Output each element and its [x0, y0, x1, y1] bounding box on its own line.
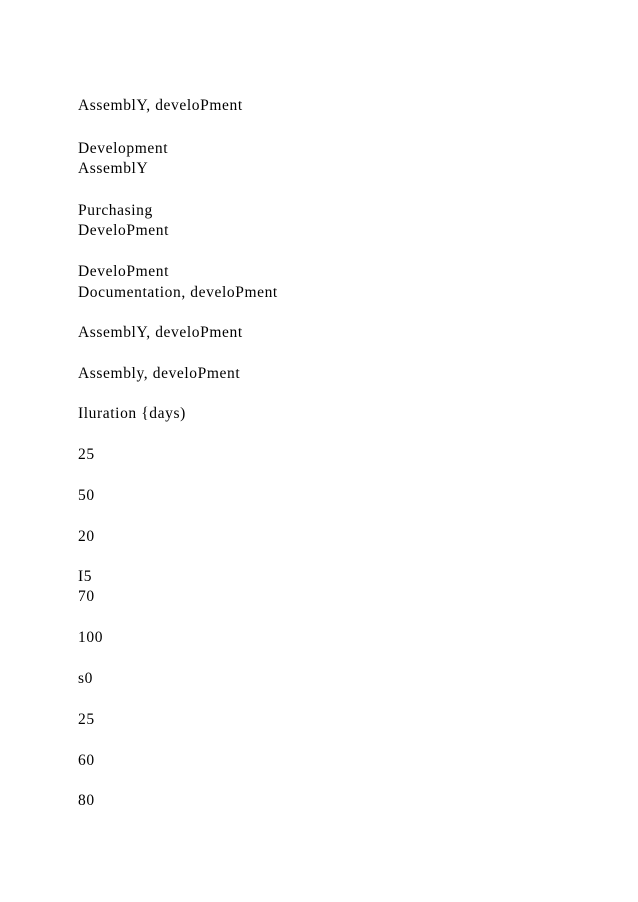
text-line: 100: [78, 629, 104, 646]
column-heading: Iluration {days): [78, 405, 186, 422]
text-line: Assembly, develoPment: [78, 365, 241, 382]
text-line: Purchasing: [78, 202, 153, 219]
text-line: AssemblY: [78, 160, 149, 177]
text-line: 80: [78, 792, 95, 809]
text-line: 20: [78, 528, 95, 545]
text-line: AssemblY, develoPment: [78, 324, 243, 341]
text-line: AssemblY, develoPment: [78, 97, 243, 114]
text-line: I5: [78, 568, 93, 585]
text-line: 50: [78, 487, 95, 504]
text-line: 25: [78, 711, 95, 728]
text-line: DeveloPment: [78, 263, 169, 280]
text-line: DeveloPment: [78, 222, 169, 239]
text-line: s0: [78, 670, 93, 687]
text-line: 25: [78, 446, 95, 463]
text-line: 60: [78, 752, 95, 769]
text-line: Documentation, develoPment: [78, 284, 278, 301]
text-line: Development: [78, 140, 169, 157]
text-line: 70: [78, 588, 95, 605]
